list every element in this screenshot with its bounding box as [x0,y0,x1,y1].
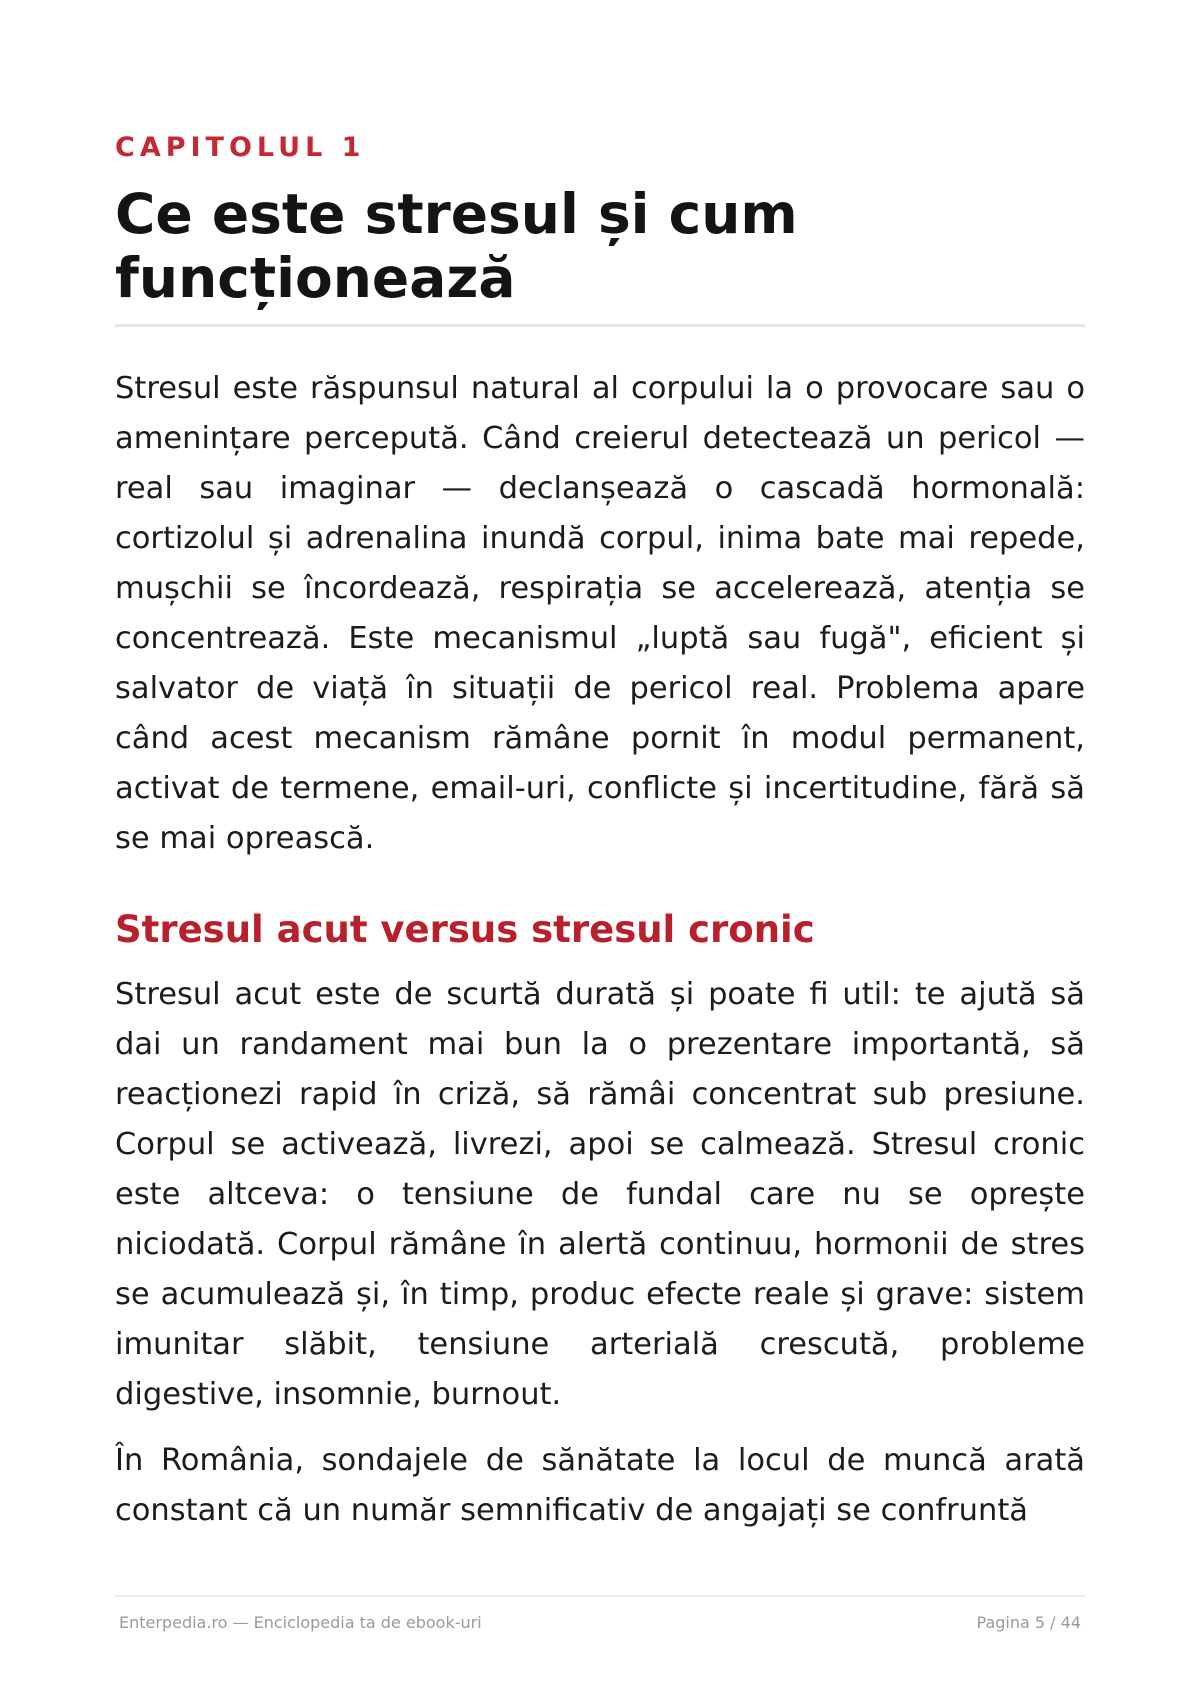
footer-page-number: Pagina 5 / 44 [976,1613,1081,1632]
section-heading: Stresul acut versus stresul cronic [115,908,815,951]
chapter-title: Ce este stresul și cum funcționează [115,182,798,310]
body-paragraph-1: Stresul este răspunsul natural al corpului la o provocare sau o amenințare percepută. Când creierul detectează un pericol — real sau imaginar — declanșează o cascadă hormonală: cortizolul și adrenalina inundă corpul, inima bate mai repede, mușchii se încordează, respirația se accelerează, atenția se concentrează. Este mecanismul „luptă sau fugă", eficient și salvator de viață în situații de pericol real. Problema apare când acest mecanism rămâne pornit în modul permanent, activat de termene, email-uri, conflicte și incertitudine, fără să se mai oprească. [115,371,1085,856]
chapter-label: CAPITOLUL 1 [115,132,366,163]
title-divider [115,324,1085,327]
body-paragraph-2: Stresul acut este de scurtă durată și poate fi util: te ajută să dai un randament mai bun la o prezentare importantă, să reacționezi rapid în criză, să rămâi concentrat sub presiune. Corpul se activează, livrezi, apoi se calmează. Stresul cronic este altceva: o tensiune de fundal care nu se oprește niciodată. Corpul rămâne în alertă continuu, hormonii de stres se acumulează și, în timp, produc efecte reale și grave: sistem imunitar slăbit, tensiune arterială crescută, probleme digestive, insomnie, burnout. [115,977,1085,1412]
footer-site-name: Enterpedia.ro — Enciclopedia ta de ebook-uri [119,1613,482,1632]
footer-divider [115,1595,1085,1597]
body-paragraph-3: În România, sondajele de sănătate la locul de muncă arată constant că un număr semnificativ de angajați se confruntă [115,1443,1085,1528]
